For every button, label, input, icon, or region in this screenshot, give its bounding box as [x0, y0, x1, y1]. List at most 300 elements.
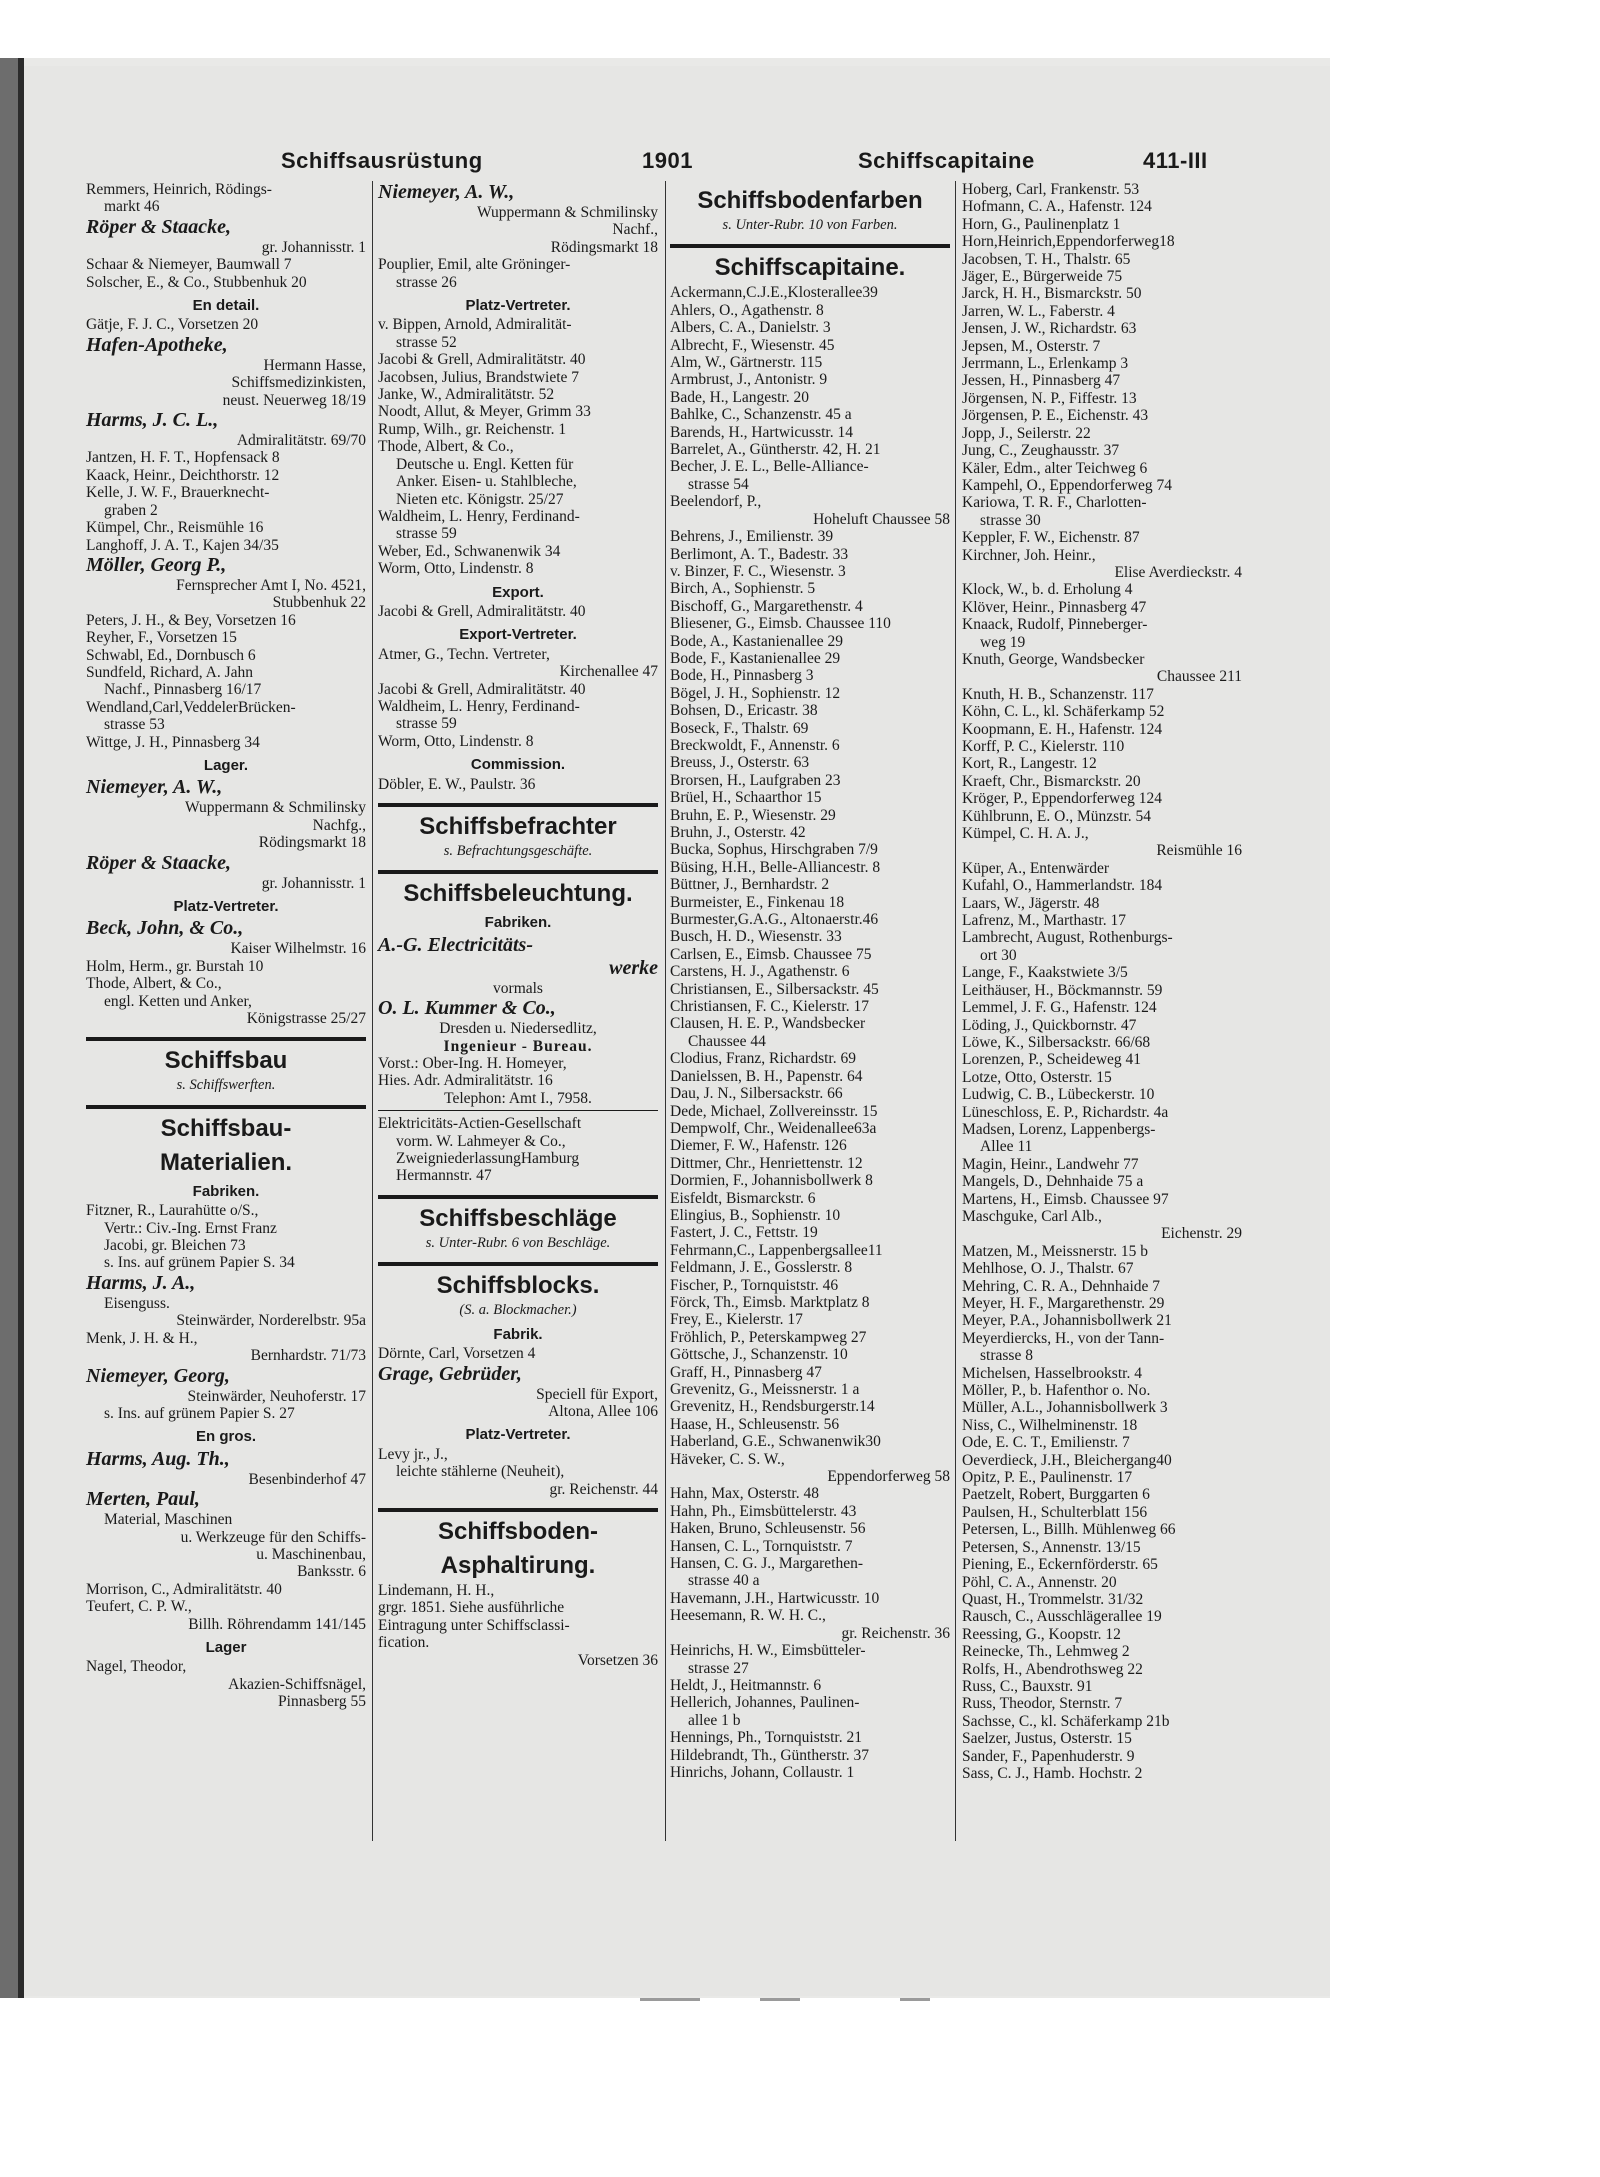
entry-continuation: leichte stählerne (Neuheit), [396, 1463, 565, 1481]
entry-line: Jensen, J. W., Richardstr. 63 [962, 320, 1137, 338]
column-4 [962, 181, 1242, 1782]
entry-line: Saelzer, Justus, Osterstr. 15 [962, 1730, 1132, 1748]
entry-line-center: vormals [493, 979, 543, 997]
column-1 [86, 181, 366, 1711]
entry-line: Atmer, G., Techn. Vertreter, [378, 645, 550, 663]
entry-line: Bliesener, G., Eimsb. Chaussee 110 [670, 615, 891, 633]
entry-line: Meyerdiercks, H., von der Tann- [962, 1329, 1165, 1347]
entry-line: Behrens, J., Emilienstr. 39 [670, 528, 834, 546]
entry-line: Breckwoldt, F., Annenstr. 6 [670, 736, 840, 754]
entry-line: Jacobi & Grell, Admiralitätstr. 40 [378, 602, 586, 620]
subheading: Fabrik. [493, 1325, 543, 1343]
entry-line: Carlsen, E., Eimsb. Chaussee 75 [670, 945, 872, 963]
entry-line: Hofmann, C. A., Hafenstr. 124 [962, 198, 1152, 216]
entry-line: Martens, H., Eimsb. Chaussee 97 [962, 1190, 1169, 1208]
entry-line: Förck, Th., Eimsb. Marktplatz 8 [670, 1293, 870, 1311]
entry-line: Schaar & Niemeyer, Baumwall 7 [86, 256, 292, 274]
entry-line: Heldt, J., Heitmannstr. 6 [670, 1676, 822, 1694]
firm-name: Harms, J. C. L., [86, 409, 219, 432]
entry-line-right: Rödingsmarkt 18 [258, 834, 366, 852]
entry-line: Dempwolf, Chr., Weidenallee63a [670, 1119, 877, 1137]
entry-line: Lambrecht, August, Rothenburgs- [962, 929, 1173, 947]
entry-line: Jarren, W. L., Faberstr. 4 [962, 302, 1115, 320]
entry-continuation: Vertr.: Civ.-Ing. Ernst Franz [104, 1219, 277, 1237]
entry-line: Jacobi & Grell, Admiralitätstr. 40 [378, 680, 586, 698]
entry-line: Brorsen, H., Laufgraben 23 [670, 771, 841, 789]
entry-line: Worm, Otto, Lindenstr. 8 [378, 732, 534, 750]
entry-line: Häveker, C. S. W., [670, 1450, 785, 1468]
firm-name: Niemeyer, A. W., [86, 776, 223, 799]
entry-line: Koopmann, E. H., Hafenstr. 124 [962, 720, 1163, 738]
entry-line: Reyher, F., Vorsetzen 15 [86, 629, 237, 647]
entry-line: Bade, H., Langestr. 20 [670, 388, 810, 406]
entry-line: Hoberg, Carl, Frankenstr. 53 [962, 181, 1140, 198]
section-note: s. Schiffswerften. [176, 1077, 276, 1094]
entry-line-right: Hermann Hasse, [263, 356, 366, 374]
entry-line: Christiansen, E., Silbersackstr. 45 [670, 980, 879, 998]
entry-line: Grevenitz, G., Meissnerstr. 1 a [670, 1381, 860, 1398]
firm-name: Niemeyer, Georg, [86, 1364, 230, 1387]
entry-line-right: Eppendorferweg 58 [827, 1468, 950, 1486]
entry-line: Lemmel, J. F. G., Hafenstr. 124 [962, 999, 1157, 1017]
entry-line-right: u. Maschinenbau, [256, 1545, 366, 1563]
section-title: Schiffscapitaine. [714, 254, 906, 282]
entry-line: Weber, Ed., Schwanenwik 34 [378, 542, 561, 560]
entry-line: Bode, H., Pinnasberg 3 [670, 667, 814, 685]
entry-continuation: Chaussee 44 [688, 1032, 766, 1050]
entry-line: Kümpel, C. H. A. J., [962, 825, 1089, 843]
entry-line: Fröhlich, P., Peterskampweg 27 [670, 1328, 867, 1346]
section-title: Schiffsblocks. [436, 1272, 600, 1300]
entry-line: Danielssen, B. H., Papenstr. 64 [670, 1067, 863, 1085]
entry-line: Kort, R., Langestr. 12 [962, 755, 1097, 773]
entry-line-right: gr. Johannisstr. 1 [261, 238, 366, 256]
entry-line: Bohsen, D., Ericastr. 38 [670, 702, 818, 720]
section-title: Schiffsbefrachter [419, 813, 617, 840]
section-title: Schiffsboden- [438, 1517, 598, 1545]
firm-name: A.-G. Electricitäts- [378, 933, 533, 956]
entry-line: Lindemann, H. H., [378, 1581, 495, 1599]
entry-line: Mangels, D., Dehnhaide 75 a [962, 1173, 1144, 1191]
entry-line: Jepsen, M., Osterstr. 7 [962, 337, 1101, 355]
section-rule [86, 1105, 366, 1109]
entry-line: Köhn, C. L., kl. Schäferkamp 52 [962, 703, 1165, 721]
entry-continuation: strasse 59 [396, 525, 457, 543]
entry-continuation: Hermannstr. 47 [396, 1167, 492, 1185]
entry-line: Albers, C. A., Danielstr. 3 [670, 319, 831, 337]
entry-line: Heesemann, R. W. H. C., [670, 1607, 826, 1625]
entry-line: Havemann, J.H., Hartwicusstr. 10 [670, 1589, 880, 1607]
entry-line: Meyer, P.A., Johannisbollwerk 21 [962, 1312, 1172, 1330]
entry-line: Kelle, J. W. F., Brauerknecht- [86, 484, 270, 502]
entry-line: Nagel, Theodor, [86, 1658, 187, 1676]
entry-line: Solscher, E., & Co., Stubbenhuk 20 [86, 273, 307, 291]
entry-line: Göttsche, J., Schanzenstr. 10 [670, 1346, 848, 1364]
entry-line: Leithäuser, H., Böckmannstr. 59 [962, 981, 1163, 999]
entry-line-right: gr. Johannisstr. 1 [261, 874, 366, 892]
entry-line-right: u. Werkzeuge für den Schiffs- [180, 1528, 366, 1546]
entry-line: Laars, W., Jägerstr. 48 [962, 894, 1100, 912]
entry-line: Paulsen, H., Schulterblatt 156 [962, 1503, 1148, 1521]
section-rule [378, 1508, 658, 1512]
entry-continuation: ZweigniederlassungHamburg [396, 1150, 580, 1168]
entry-line: Sachsse, C., kl. Schäferkamp 21b [962, 1712, 1170, 1730]
entry-line: Piening, E., Eckernförderstr. 65 [962, 1556, 1158, 1574]
entry-line: Vorst.: Ober-Ing. H. Homeyer, [378, 1055, 567, 1073]
entry-line: Kühlbrunn, E. O., Münzstr. 54 [962, 807, 1152, 825]
entry-line: Noodt, Allut, & Meyer, Grimm 33 [378, 403, 591, 421]
entry-line: Dormien, F., Johannisbollwerk 8 [670, 1172, 873, 1190]
entry-line: Wendland,Carl,VeddelerBrücken- [86, 698, 296, 716]
entry-line-right: Königstrasse 25/27 [246, 1010, 366, 1028]
section-title: Schiffsbau [164, 1047, 288, 1075]
entry-continuation: Anker. Eisen- u. Stahlbleche, [396, 473, 577, 491]
entry-line: Petersen, L., Billh. Mühlenweg 66 [962, 1521, 1176, 1539]
entry-continuation: vorm. W. Lahmeyer & Co., [396, 1132, 566, 1150]
entry-line: Hinrichs, Johann, Collaustr. 1 [670, 1763, 855, 1781]
entry-continuation: strasse 54 [688, 475, 749, 493]
entry-continuation: Nieten etc. Königstr. 25/27 [396, 490, 564, 508]
entry-line-right: Chaussee 211 [1156, 668, 1242, 686]
entry-line: Birch, A., Sophienstr. 5 [670, 580, 816, 598]
entry-line: Horn, G., Paulinenplatz 1 [962, 215, 1121, 233]
section-rule [86, 1037, 366, 1041]
entry-line: Dau, J. N., Silbersackstr. 66 [670, 1085, 843, 1103]
entry-line: Jessen, H., Pinnasberg 47 [962, 372, 1121, 390]
entry-line: Bögel, J. H., Sophienstr. 12 [670, 684, 841, 702]
entry-line: Bode, F., Kastanienallee 29 [670, 649, 841, 667]
entry-line-right: Steinwärder, Norderelbstr. 95a [176, 1312, 366, 1330]
subheading: Export. [492, 583, 544, 601]
section-rule [378, 1195, 658, 1199]
bottom-margin [0, 1998, 1600, 2177]
entry-line: Sander, F., Papenhuderstr. 9 [962, 1747, 1135, 1765]
subheading: Export-Vertreter. [459, 626, 577, 644]
entry-line: Kümpel, Chr., Reismühle 16 [86, 519, 264, 537]
entry-line: Matzen, M., Meissnerstr. 15 b [962, 1242, 1148, 1260]
entry-line: Löding, J., Quickbornstr. 47 [962, 1016, 1137, 1034]
entry-line: Hahn, Ph., Eimsbüttelerstr. 43 [670, 1502, 857, 1520]
thin-rule [378, 1110, 658, 1111]
firm-name: Hafen-Apotheke, [86, 333, 228, 356]
entry-line: Hennings, Ph., Tornquiststr. 21 [670, 1729, 862, 1747]
entry-line: Eisfeldt, Bismarckstr. 6 [670, 1189, 816, 1207]
entry-line: Quast, H., Trommelstr. 31/32 [962, 1590, 1144, 1608]
section-rule [378, 870, 658, 874]
entry-line: Fehrmann,C., Lappenbergsallee11 [670, 1241, 883, 1259]
entry-line: Alm, W., Gärtnerstr. 115 [670, 354, 823, 372]
entry-line: Russ, C., Bauxstr. 91 [962, 1677, 1093, 1695]
entry-line: Lafrenz, M., Marthastr. 17 [962, 912, 1126, 930]
entry-line-right: Besenbinderhof 47 [248, 1470, 366, 1488]
entry-line: Janke, W., Admiralitätstr. 52 [378, 386, 555, 404]
entry-line: Reessing, G., Koopstr. 12 [962, 1625, 1121, 1643]
scan-artifact [760, 1998, 800, 2001]
entry-line: Holm, Herm., gr. Burstah 10 [86, 957, 264, 975]
entry-line: fication. [378, 1634, 430, 1652]
entry-line: Kariowa, T. R. F., Charlotten- [962, 494, 1147, 512]
entry-line-right: Speciell für Export, [536, 1385, 658, 1403]
column-divider-1 [372, 181, 373, 1841]
entry-line: Madsen, Lorenz, Lappenbergs- [962, 1120, 1156, 1138]
entry-line: Bischoff, G., Margarethenstr. 4 [670, 597, 863, 615]
entry-line: Käler, Edm., alter Teichweg 6 [962, 459, 1148, 477]
entry-line: Albrecht, F., Wiesenstr. 45 [670, 336, 835, 354]
entry-line: Kröger, P., Eppendorferweg 124 [962, 790, 1162, 808]
entry-line-right: Kaiser Wilhelmstr. 16 [230, 940, 366, 958]
entry-line: Jerrmann, L., Erlenkamp 3 [962, 355, 1129, 373]
firm-name: Merten, Paul, [86, 1488, 200, 1511]
scan-artifact [900, 1998, 930, 2001]
entry-line-right: Elise Averdieckstr. 4 [1114, 563, 1242, 581]
entry-line: Bucka, Sophus, Hirschgraben 7/9 [670, 841, 878, 859]
entry-line: Langhoff, J. A. T., Kajen 34/35 [86, 536, 279, 554]
entry-line: Rolfs, H., Abendrothsweg 22 [962, 1660, 1143, 1678]
entry-line: Paetzelt, Robert, Burggarten 6 [962, 1486, 1150, 1504]
entry-line: Löwe, K., Silbersackstr. 66/68 [962, 1033, 1151, 1051]
firm-name: O. L. Kummer & Co., [378, 997, 556, 1020]
entry-line: Klöver, Heinr., Pinnasberg 47 [962, 598, 1147, 616]
entry-line: Elektricitäts-Actien-Gesellschaft [378, 1115, 582, 1133]
entry-line: Berlimont, A. T., Badestr. 33 [670, 545, 849, 563]
subheading: Fabriken. [484, 914, 552, 932]
entry-line: Fischer, P., Tornquiststr. 46 [670, 1276, 839, 1294]
entry-line: Christiansen, F. C., Kielerstr. 17 [670, 998, 869, 1016]
entry-continuation: ort 30 [980, 946, 1017, 964]
entry-line-right: Schiffsmedizinkisten, [231, 374, 366, 392]
entry-line: Jarck, H. H., Bismarckstr. 50 [962, 285, 1142, 303]
firm-name: Harms, Aug. Th., [86, 1447, 230, 1470]
entry-continuation: strasse 53 [104, 716, 165, 734]
section-title: Schiffsbodenfarben [697, 187, 923, 214]
firm-name: Beck, John, & Co., [86, 917, 244, 940]
header-page-number: 411-III [1143, 148, 1208, 173]
entry-line: Ludwig, C. B., Lübeckerstr. 10 [962, 1086, 1155, 1104]
entry-line: Knaack, Rudolf, Pinneberger- [962, 616, 1148, 634]
entry-line: Jörgensen, N. P., Fiffestr. 13 [962, 389, 1137, 407]
entry-line-right: Steinwärder, Neuhoferstr. 17 [187, 1387, 366, 1405]
entry-continuation: s. Ins. auf grünem Papier S. 34 [104, 1254, 295, 1272]
entry-line: Burmester,G.A.G., Altonaerstr.46 [670, 911, 879, 929]
entry-line: Pöhl, C. A., Annenstr. 20 [962, 1573, 1117, 1591]
section-note: s. Unter-Rubr. 10 von Farben. [722, 217, 898, 233]
entry-line-right: Banksstr. 6 [297, 1563, 366, 1581]
entry-line: Wittge, J. H., Pinnasberg 34 [86, 733, 260, 751]
firm-name: Harms, J. A., [86, 1271, 196, 1294]
entry-line: Möller, P., b. Hafenthor o. No. [962, 1382, 1151, 1400]
entry-line-right: Akazien-Schiffsnägel, [228, 1675, 366, 1693]
entry-continuation: graben 2 [104, 501, 158, 519]
entry-line: Kaack, Heinr., Deichthorstr. 12 [86, 466, 280, 484]
entry-line: Heinrichs, H. W., Eimsbütteler- [670, 1642, 866, 1660]
subheading: Commission. [470, 756, 566, 774]
entry-line: Haase, H., Schleusenstr. 56 [670, 1415, 840, 1433]
entry-line: Haberland, G.E., Schwanenwik30 [670, 1433, 881, 1451]
entry-line: Kufahl, O., Hammerlandstr. 184 [962, 877, 1163, 895]
entry-line-center: Dresden u. Niedersedlitz, [439, 1020, 597, 1038]
subheading: Platz-Vertreter. [173, 898, 279, 915]
entry-line: Petersen, S., Annenstr. 13/15 [962, 1538, 1141, 1556]
entry-line-right: Billh. Röhrendamm 141/145 [188, 1615, 366, 1633]
entry-line: Müller, A.L., Johannisbollwerk 3 [962, 1399, 1168, 1417]
entry-line: Teufert, C. P. W., [86, 1598, 192, 1616]
entry-line: Gätje, F. J. C., Vorsetzen 20 [86, 316, 259, 334]
entry-line: Maschguke, Carl Alb., [962, 1207, 1102, 1225]
entry-line: Dörnte, Carl, Vorsetzen 4 [378, 1345, 536, 1363]
entry-line: Lotze, Otto, Osterstr. 15 [962, 1068, 1112, 1086]
entry-line: Ackermann,C.J.E.,Klosterallee39 [670, 284, 878, 302]
entry-line: Clodius, Franz, Richardstr. 69 [670, 1050, 856, 1068]
entry-line: Jopp, J., Seilerstr. 22 [962, 424, 1091, 442]
section-note: (S. a. Blockmacher.) [459, 1302, 577, 1319]
entry-line: Hildebrandt, Th., Güntherstr. 37 [670, 1746, 870, 1764]
entry-line-right: Admiralitätstr. 69/70 [236, 432, 366, 450]
entry-continuation: Material, Maschinen [104, 1511, 233, 1529]
entry-line: Eintragung unter Schiffsclassi- [378, 1616, 570, 1634]
entry-line: Fitzner, R., Laurahütte o/S., [86, 1202, 259, 1220]
entry-line: Michelsen, Hasselbrookstr. 4 [962, 1364, 1142, 1382]
entry-line: Becher, J. E. L., Belle-Alliance- [670, 458, 869, 476]
entry-continuation: strasse 59 [396, 715, 457, 733]
entry-line: Bruhn, E. P., Wiesenstr. 29 [670, 806, 836, 824]
entry-line-center: Telephon: Amt I., 7958. [444, 1089, 592, 1107]
entry-line: Opitz, P. E., Paulinenstr. 17 [962, 1469, 1133, 1487]
entry-line: Hellerich, Johannes, Paulinen- [670, 1694, 860, 1712]
entry-line: Jacobi & Grell, Admiralitätstr. 40 [378, 351, 586, 369]
entry-line: Busch, H. D., Wiesenstr. 33 [670, 928, 842, 946]
entry-line: Burmeister, E., Finkenau 18 [670, 893, 845, 911]
entry-line: Jantzen, H. F. T., Hopfensack 8 [86, 449, 280, 467]
entry-line: Jörgensen, P. E., Eichenstr. 43 [962, 407, 1149, 425]
entry-line-right: neust. Neuerweg 18/19 [222, 391, 366, 409]
section-rule [378, 1262, 658, 1266]
entry-line: Elingius, B., Sophienstr. 10 [670, 1206, 841, 1224]
entry-line: Kampehl, O., Eppendorferweg 74 [962, 476, 1173, 494]
section-rule [378, 803, 658, 807]
entry-continuation: strasse 40 a [688, 1572, 760, 1590]
entry-line: Barrelet, A., Güntherstr. 42, H. 21 [670, 441, 881, 459]
entry-line: Knuth, George, Wandsbecker [962, 650, 1145, 668]
entry-line: Büsing, H.H., Belle-Alliancestr. 8 [670, 858, 881, 876]
entry-line: Hansen, C. L., Tornquiststr. 7 [670, 1537, 853, 1555]
entry-line: Reinecke, Th., Lehmweg 2 [962, 1643, 1130, 1661]
entry-line: Ahlers, O., Agathenstr. 8 [670, 301, 824, 319]
firm-name: Grage, Gebrüder, [378, 1362, 522, 1385]
entry-line: Worm, Otto, Lindenstr. 8 [378, 560, 534, 578]
column-divider-3 [955, 181, 956, 1841]
entry-line: Hahn, Max, Osterstr. 48 [670, 1485, 819, 1503]
entry-line-right: Vorsetzen 36 [577, 1651, 658, 1669]
entry-continuation: strasse 26 [396, 273, 457, 291]
entry-continuation: Nachf., Pinnasberg 16/17 [104, 681, 262, 699]
entry-line: Hansen, C. G. J., Margarethen- [670, 1555, 863, 1573]
entry-line-right: Nachf., [612, 221, 658, 239]
section-title: Asphaltirung. [440, 1551, 596, 1579]
entry-line: Lüneschloss, E. P., Richardstr. 4a [962, 1103, 1169, 1121]
entry-continuation: engl. Ketten und Anker, [104, 992, 252, 1010]
column-3 [670, 181, 950, 1781]
entry-line-right: Reismühle 16 [1156, 842, 1242, 860]
entry-line: Bahlke, C., Schanzenstr. 45 a [670, 406, 852, 424]
entry-continuation: strasse 52 [396, 333, 457, 351]
firm-name: Möller, Georg P., [86, 553, 227, 576]
entry-line-right: Kirchenallee 47 [559, 663, 658, 681]
entry-line: Armbrust, J., Antonistr. 9 [670, 371, 828, 389]
subheading: Lager [205, 1638, 247, 1656]
entry-line: Barends, H., Hartwicusstr. 14 [670, 423, 853, 441]
entry-line: Sundfeld, Richard, A. Jahn [86, 663, 254, 681]
entry-line-right: Stubbenhuk 22 [272, 594, 366, 612]
subheading: En detail. [192, 297, 260, 315]
entry-line: Graff, H., Pinnasberg 47 [670, 1363, 822, 1381]
entry-line: Brüel, H., Schaarthor 15 [670, 789, 822, 807]
entry-line: Döbler, E. W., Paulstr. 36 [378, 775, 536, 793]
entry-line: Levy jr., J., [378, 1445, 448, 1463]
entry-line-right: gr. Reichenstr. 44 [549, 1480, 658, 1498]
entry-continuation: markt 46 [104, 198, 160, 216]
entry-line: Lorenzen, P., Scheideweg 41 [962, 1051, 1142, 1069]
entry-line-right: Nachfg., [312, 816, 366, 834]
entry-line: Dede, Michael, Zollvereinsstr. 15 [670, 1102, 878, 1120]
column-2 [378, 181, 658, 1669]
section-note: s. Unter-Rubr. 6 von Beschläge. [425, 1234, 611, 1251]
entry-line: Jung, C., Zeughausstr. 37 [962, 442, 1120, 460]
entry-line: Jacobsen, T. H., Thalstr. 65 [962, 250, 1131, 268]
entry-line: Rausch, C., Ausschlägerallee 19 [962, 1608, 1162, 1626]
entry-line: Sass, C. J., Hamb. Hochstr. 2 [962, 1764, 1143, 1782]
entry-line: Frey, E., Kielerstr. 17 [670, 1311, 803, 1329]
subheading: En gros. [195, 1428, 256, 1446]
column-divider-2 [665, 181, 666, 1841]
entry-continuation: s. Ins. auf grünem Papier S. 27 [104, 1404, 295, 1422]
entry-line: Mehring, C. R. A., Dehnhaide 7 [962, 1277, 1161, 1295]
entry-line: Oeverdieck, J.H., Bleichergang40 [962, 1451, 1172, 1469]
entry-line: grgr. 1851. Siehe ausführliche [378, 1599, 565, 1617]
entry-line: Mehlhose, O. J., Thalstr. 67 [962, 1260, 1134, 1278]
entry-line: Hies. Adr. Admiralitätstr. 16 [378, 1072, 553, 1090]
entry-line: Bruhn, J., Osterstr. 42 [670, 824, 806, 841]
entry-line: Thode, Albert, & Co., [86, 975, 222, 993]
entry-line: Lange, F., Kaakstwiete 3/5 [962, 964, 1128, 982]
entry-line: Knuth, H. B., Schanzenstr. 117 [962, 685, 1154, 703]
entry-line: Boseck, F., Thalstr. 69 [670, 719, 809, 737]
entry-line: Diemer, F. W., Hafenstr. 126 [670, 1137, 847, 1155]
entry-line: Dittmer, Chr., Henriettenstr. 12 [670, 1154, 863, 1172]
entry-line: Rump, Wilh., gr. Reichenstr. 1 [378, 420, 567, 438]
entry-line: Magin, Heinr., Landwehr 77 [962, 1155, 1139, 1173]
firm-name: Röper & Staacke, [86, 215, 231, 238]
entry-line: Russ, Theodor, Sternstr. 7 [962, 1695, 1123, 1713]
section-note: s. Befrachtungsgeschäfte. [443, 843, 593, 859]
header-left: Schiffsausrüstung [281, 148, 483, 173]
entry-line: Remmers, Heinrich, Rödings- [86, 181, 272, 198]
subheading: Platz-Vertreter. [465, 297, 571, 315]
entry-line-right: Fernsprecher Amt I, No. 4521, [176, 576, 366, 594]
entry-line: Beelendorf, P., [670, 493, 762, 511]
entry-continuation: Allee 11 [980, 1138, 1033, 1156]
entry-continuation: allee 1 b [688, 1711, 741, 1729]
entry-continuation: Jacobi, gr. Bleichen 73 [104, 1237, 246, 1255]
entry-line: Clausen, H. E. P., Wandsbecker [670, 1015, 866, 1033]
firm-detail: Ingenieur - Bureau. [443, 1037, 593, 1055]
entry-line: Keppler, F. W., Eichenstr. 87 [962, 529, 1140, 547]
entry-line: Haken, Bruno, Schleusenstr. 56 [670, 1520, 866, 1538]
entry-line-right: Hoheluft Chaussee 58 [813, 510, 950, 528]
entry-continuation: Deutsche u. Engl. Ketten für [396, 455, 574, 473]
firm-name: Röper & Staacke, [86, 851, 231, 874]
entry-line: Klock, W., b. d. Erholung 4 [962, 581, 1133, 599]
entry-line: Breuss, J., Osterstr. 63 [670, 754, 810, 772]
